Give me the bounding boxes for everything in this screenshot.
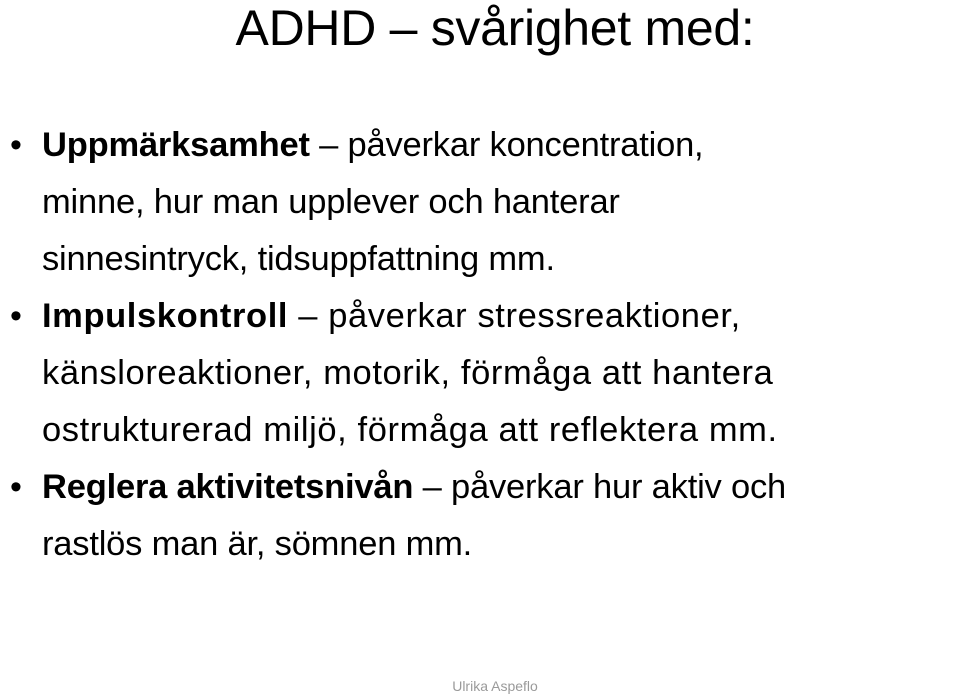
bullet-icon: • (10, 297, 22, 335)
bullet-icon: • (10, 468, 22, 506)
bullet-text: – påverkar stressreaktioner, (288, 297, 741, 335)
slide-title: ADHD – svårighet med: (235, 0, 755, 56)
bullet-item-impulskontroll (0, 288, 960, 459)
bullet-line (42, 117, 960, 174)
bullet-term: Reglera aktivitetsnivån (42, 468, 414, 506)
bullet-item-uppmarksamhet (0, 117, 960, 288)
bullet-list (0, 117, 960, 573)
bullet-line: rastlös man är, sömnen mm. (42, 525, 473, 563)
bullet-line (42, 288, 960, 345)
bullet-term: Impulskontroll (42, 297, 289, 335)
footer-author: Ulrika Aspeflo (452, 678, 538, 694)
bullet-line: sinnesintryck, tidsuppfattning mm. (42, 240, 555, 278)
bullet-item-reglera-aktivitetsnivan (0, 459, 960, 573)
bullet-term: Uppmärksamhet (42, 126, 310, 164)
bullet-line (42, 459, 960, 516)
bullet-text: – påverkar koncentration, (309, 126, 704, 164)
bullet-line: ostrukturerad miljö, förmåga att reflektera mm. (42, 411, 778, 449)
bullet-line: känsloreaktioner, motorik, förmåga att hantera (42, 354, 774, 392)
bullet-text: – påverkar hur aktiv och (413, 468, 786, 506)
bullet-icon: • (10, 126, 22, 164)
bullet-line: minne, hur man upplever och hanterar (42, 183, 620, 221)
